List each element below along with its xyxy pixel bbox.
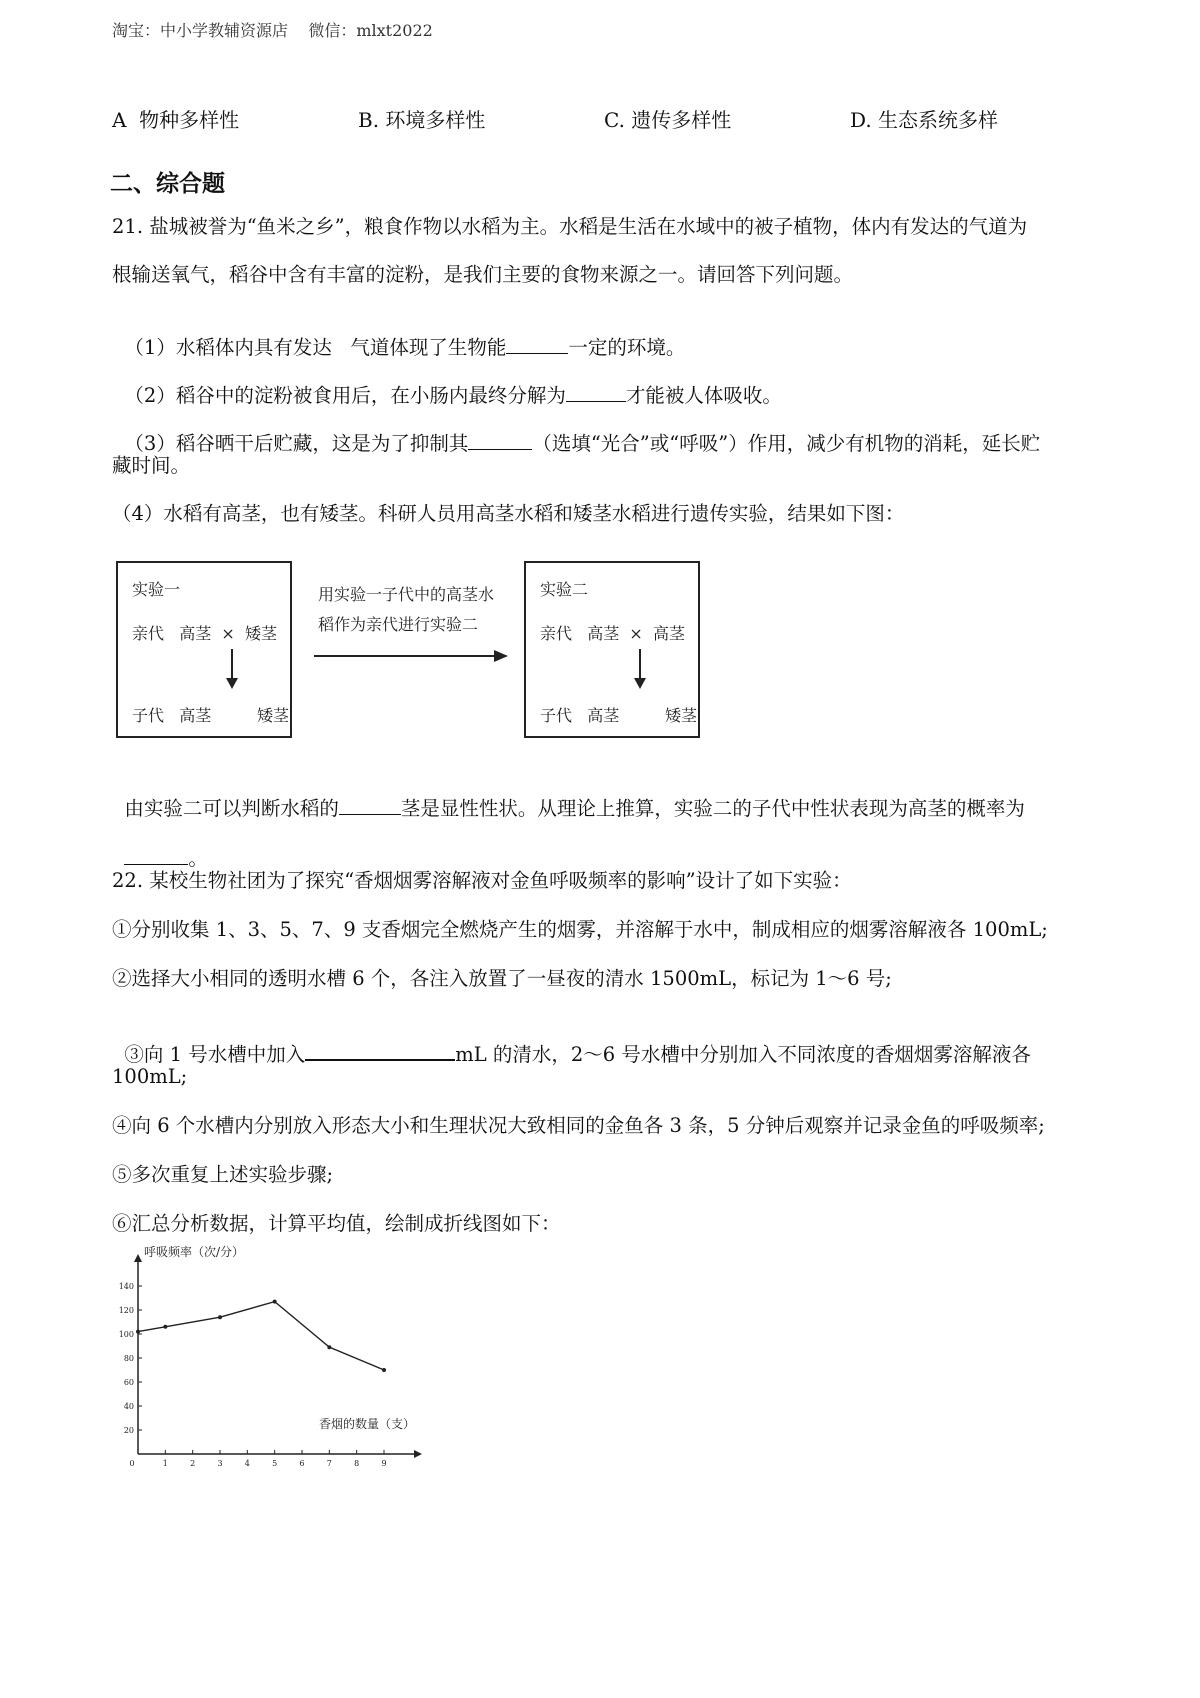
experiment-one-parent: 亲代 高茎 × 矮茎 bbox=[132, 624, 278, 643]
q21-after-text-c: 。 bbox=[188, 847, 208, 870]
data-point bbox=[273, 1300, 277, 1304]
q21-part2 bbox=[112, 357, 782, 409]
chart-series bbox=[136, 1300, 386, 1372]
q21-part1 bbox=[112, 309, 685, 361]
section-title: 二、综合题 bbox=[110, 170, 225, 197]
arrow-right-icon bbox=[314, 648, 508, 664]
series-line bbox=[138, 1302, 384, 1370]
data-point bbox=[163, 1325, 167, 1329]
q21-part2-text-b: 才能被人体吸收。 bbox=[625, 384, 782, 407]
q21-after-diagram bbox=[112, 770, 1025, 822]
answer-blank[interactable] bbox=[339, 796, 401, 815]
option-a: A 物种多样性 bbox=[112, 108, 240, 132]
y-axis-arrow-icon bbox=[134, 1254, 142, 1262]
y-tick-label: 40 bbox=[123, 1402, 134, 1411]
x-tick-label: 3 bbox=[217, 1459, 223, 1468]
q21-after-text-a: 由实验二可以判断水稻的 bbox=[124, 797, 339, 820]
option-b: B. 环境多样性 bbox=[358, 108, 486, 132]
y-tick-label: 100 bbox=[118, 1330, 134, 1339]
chart-x-axis-label: 香烟的数量（支） bbox=[318, 1417, 415, 1431]
experiment-two-title: 实验二 bbox=[540, 580, 589, 599]
q22-step3-text-b: mL 的清水，2～6 号水槽中分别加入不同浓度的香烟烟雾溶解液各 bbox=[455, 1043, 1031, 1066]
q21-part1-text-b: 一定的环境。 bbox=[568, 336, 686, 359]
q21-part3 bbox=[112, 405, 1040, 457]
arrow-down-icon bbox=[231, 649, 233, 687]
q22-step1: ①分别收集 1、3、5、7、9 支香烟完全燃烧产生的烟雾，并溶解于水中，制成相应的烟雾溶解液各 100mL; bbox=[112, 918, 1048, 941]
experiment-two-child: 子代 高茎 矮茎 bbox=[540, 706, 698, 725]
data-point bbox=[136, 1330, 140, 1334]
q22-step6: ⑥汇总分析数据，计算平均值，绘制成折线图如下： bbox=[112, 1212, 561, 1235]
chart-x-ticks bbox=[129, 1450, 386, 1468]
x-tick-label: 2 bbox=[190, 1459, 196, 1468]
answer-blank[interactable] bbox=[468, 431, 532, 450]
x-tick-label: 9 bbox=[381, 1459, 387, 1468]
data-point bbox=[218, 1315, 222, 1319]
chart-y-axis-label: 呼吸频率（次/分） bbox=[144, 1245, 245, 1259]
experiment-one-title: 实验一 bbox=[132, 580, 181, 599]
data-point bbox=[327, 1345, 331, 1349]
q21-part3-cont: 藏时间。 bbox=[112, 454, 191, 477]
breathing-rate-chart bbox=[110, 1240, 450, 1470]
q22-step4: ④向 6 个水槽内分别放入形态大小和生理状况大致相同的金鱼各 3 条，5 分钟后观察并记录金鱼的呼吸频率; bbox=[112, 1114, 1045, 1137]
diagram-middle-line2: 稻作为亲代进行实验二 bbox=[318, 615, 479, 634]
q21-part3-text-b: （选填“光合”或“呼吸”）作用，减少有机物的消耗，延长贮 bbox=[532, 432, 1041, 455]
q21-part3-text-a: （3）稻谷晒干后贮藏，这是为了抑制其 bbox=[124, 432, 469, 455]
x-tick-label: 8 bbox=[354, 1459, 360, 1468]
x-tick-label: 7 bbox=[326, 1459, 332, 1468]
x-axis-arrow-icon bbox=[414, 1450, 422, 1458]
y-tick-label: 80 bbox=[123, 1354, 134, 1363]
x-tick-label: 0 bbox=[129, 1459, 135, 1468]
arrow-down-icon bbox=[639, 649, 641, 687]
x-tick-label: 5 bbox=[272, 1459, 278, 1468]
q21-intro-line2: 根输送氧气，稻谷中含有丰富的淀粉，是我们主要的食物来源之一。请回答下列问题。 bbox=[112, 263, 854, 286]
diagram-middle-line1: 用实验一子代中的高茎水 bbox=[318, 585, 495, 604]
q21-after-cont bbox=[112, 820, 208, 872]
q21-after-text-b: 茎是显性性状。从理论上推算，实验二的子代中性状表现为高茎的概率为 bbox=[400, 797, 1025, 820]
answer-blank[interactable] bbox=[305, 1041, 455, 1061]
y-tick-label: 20 bbox=[123, 1426, 134, 1435]
q22-step5: ⑤多次重复上述实验步骤; bbox=[112, 1163, 334, 1186]
experiment-two-parent: 亲代 高茎 × 高茎 bbox=[540, 624, 686, 643]
experiment-two-box bbox=[524, 561, 700, 738]
data-point bbox=[382, 1368, 386, 1372]
experiment-one-child: 子代 高茎 矮茎 bbox=[132, 706, 290, 725]
answer-blank[interactable] bbox=[124, 846, 188, 865]
experiment-one-box bbox=[116, 561, 292, 738]
answer-blank[interactable] bbox=[566, 383, 626, 402]
q22-step3-text-a: ③向 1 号水槽中加入 bbox=[124, 1043, 306, 1066]
option-c: C. 遗传多样性 bbox=[604, 108, 732, 132]
q22-step3-cont: 100mL; bbox=[112, 1065, 188, 1088]
y-tick-label: 140 bbox=[118, 1282, 134, 1291]
y-tick-label: 120 bbox=[118, 1306, 134, 1315]
option-d: D. 生态系统多样 bbox=[850, 108, 999, 132]
q21-intro-line1: 21. 盐城被誉为“鱼米之乡”，粮食作物以水稻为主。水稻是生活在水域中的被子植物，体内有发达的气道为 bbox=[112, 215, 1028, 238]
page-header: 淘宝：中小学教辅资源店 微信：mlxt2022 bbox=[112, 21, 433, 40]
q21-part4: （4）水稻有高茎，也有矮茎。科研人员用高茎水稻和矮茎水稻进行遗传实验，结果如下图： bbox=[112, 502, 905, 525]
x-tick-label: 1 bbox=[162, 1459, 168, 1468]
x-tick-label: 6 bbox=[299, 1459, 305, 1468]
y-tick-label: 60 bbox=[123, 1378, 134, 1387]
q21-part2-text-a: （2）稻谷中的淀粉被食用后，在小肠内最终分解为 bbox=[124, 384, 566, 407]
answer-blank[interactable] bbox=[506, 335, 568, 354]
q22-intro: 22. 某校生物社团为了探究“香烟烟雾溶解液对金鱼呼吸频率的影响”设计了如下实验： bbox=[112, 869, 852, 892]
q21-part1-text-a: （1）水稻体内具有发达 气道体现了生物能 bbox=[124, 336, 507, 359]
q22-step3 bbox=[112, 1015, 1031, 1068]
q22-step2: ②选择大小相同的透明水槽 6 个，各注入放置了一昼夜的清水 1500mL，标记为 1～6 号; bbox=[112, 967, 892, 990]
x-tick-label: 4 bbox=[244, 1459, 250, 1468]
